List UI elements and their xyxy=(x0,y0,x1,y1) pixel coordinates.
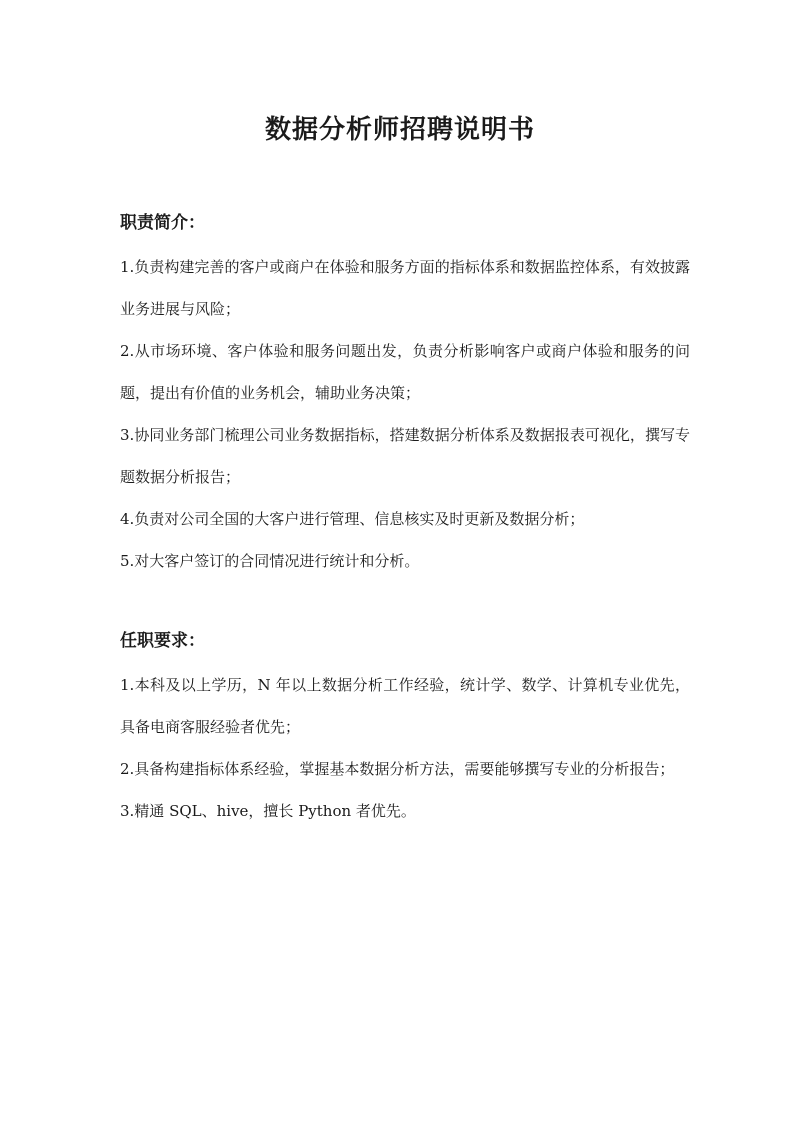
requirement-item: 2.具备构建指标体系经验，掌握基本数据分析方法，需要能够撰写专业的分析报告； xyxy=(120,760,675,778)
requirement-item: 1.本科及以上学历，N 年以上数据分析工作经验，统计学、数学、计算机专业优先，具备电商客服经验者优先； xyxy=(120,676,690,736)
document-title: 数据分析师招聘说明书 xyxy=(264,115,535,145)
responsibilities-heading: 职责简介： xyxy=(120,213,205,233)
responsibility-item: 1.负责构建完善的客户或商户在体验和服务方面的指标体系和数据监控体系，有效披露业务进展与风险； xyxy=(120,258,690,318)
responsibility-item: 3.协同业务部门梳理公司业务数据指标，搭建数据分析体系及数据报表可视化，撰写专题数据分析报告； xyxy=(120,426,690,486)
requirement-item: 3.精通 SQL、hive，擅长 Python 者优先。 xyxy=(120,802,416,820)
requirements-list xyxy=(120,664,690,832)
responsibility-item: 5.对大客户签订的合同情况进行统计和分析。 xyxy=(120,552,420,570)
responsibility-item: 2.从市场环境、客户体验和服务问题出发，负责分析影响客户或商户体验和服务的问题，提出有价值的业务机会，辅助业务决策； xyxy=(120,342,690,402)
responsibilities-section xyxy=(120,210,690,582)
requirements-section xyxy=(120,628,690,832)
requirements-heading: 任职要求： xyxy=(120,631,205,651)
responsibilities-list xyxy=(120,246,690,582)
responsibility-item: 4.负责对公司全国的大客户进行管理、信息核实及时更新及数据分析； xyxy=(120,510,585,528)
